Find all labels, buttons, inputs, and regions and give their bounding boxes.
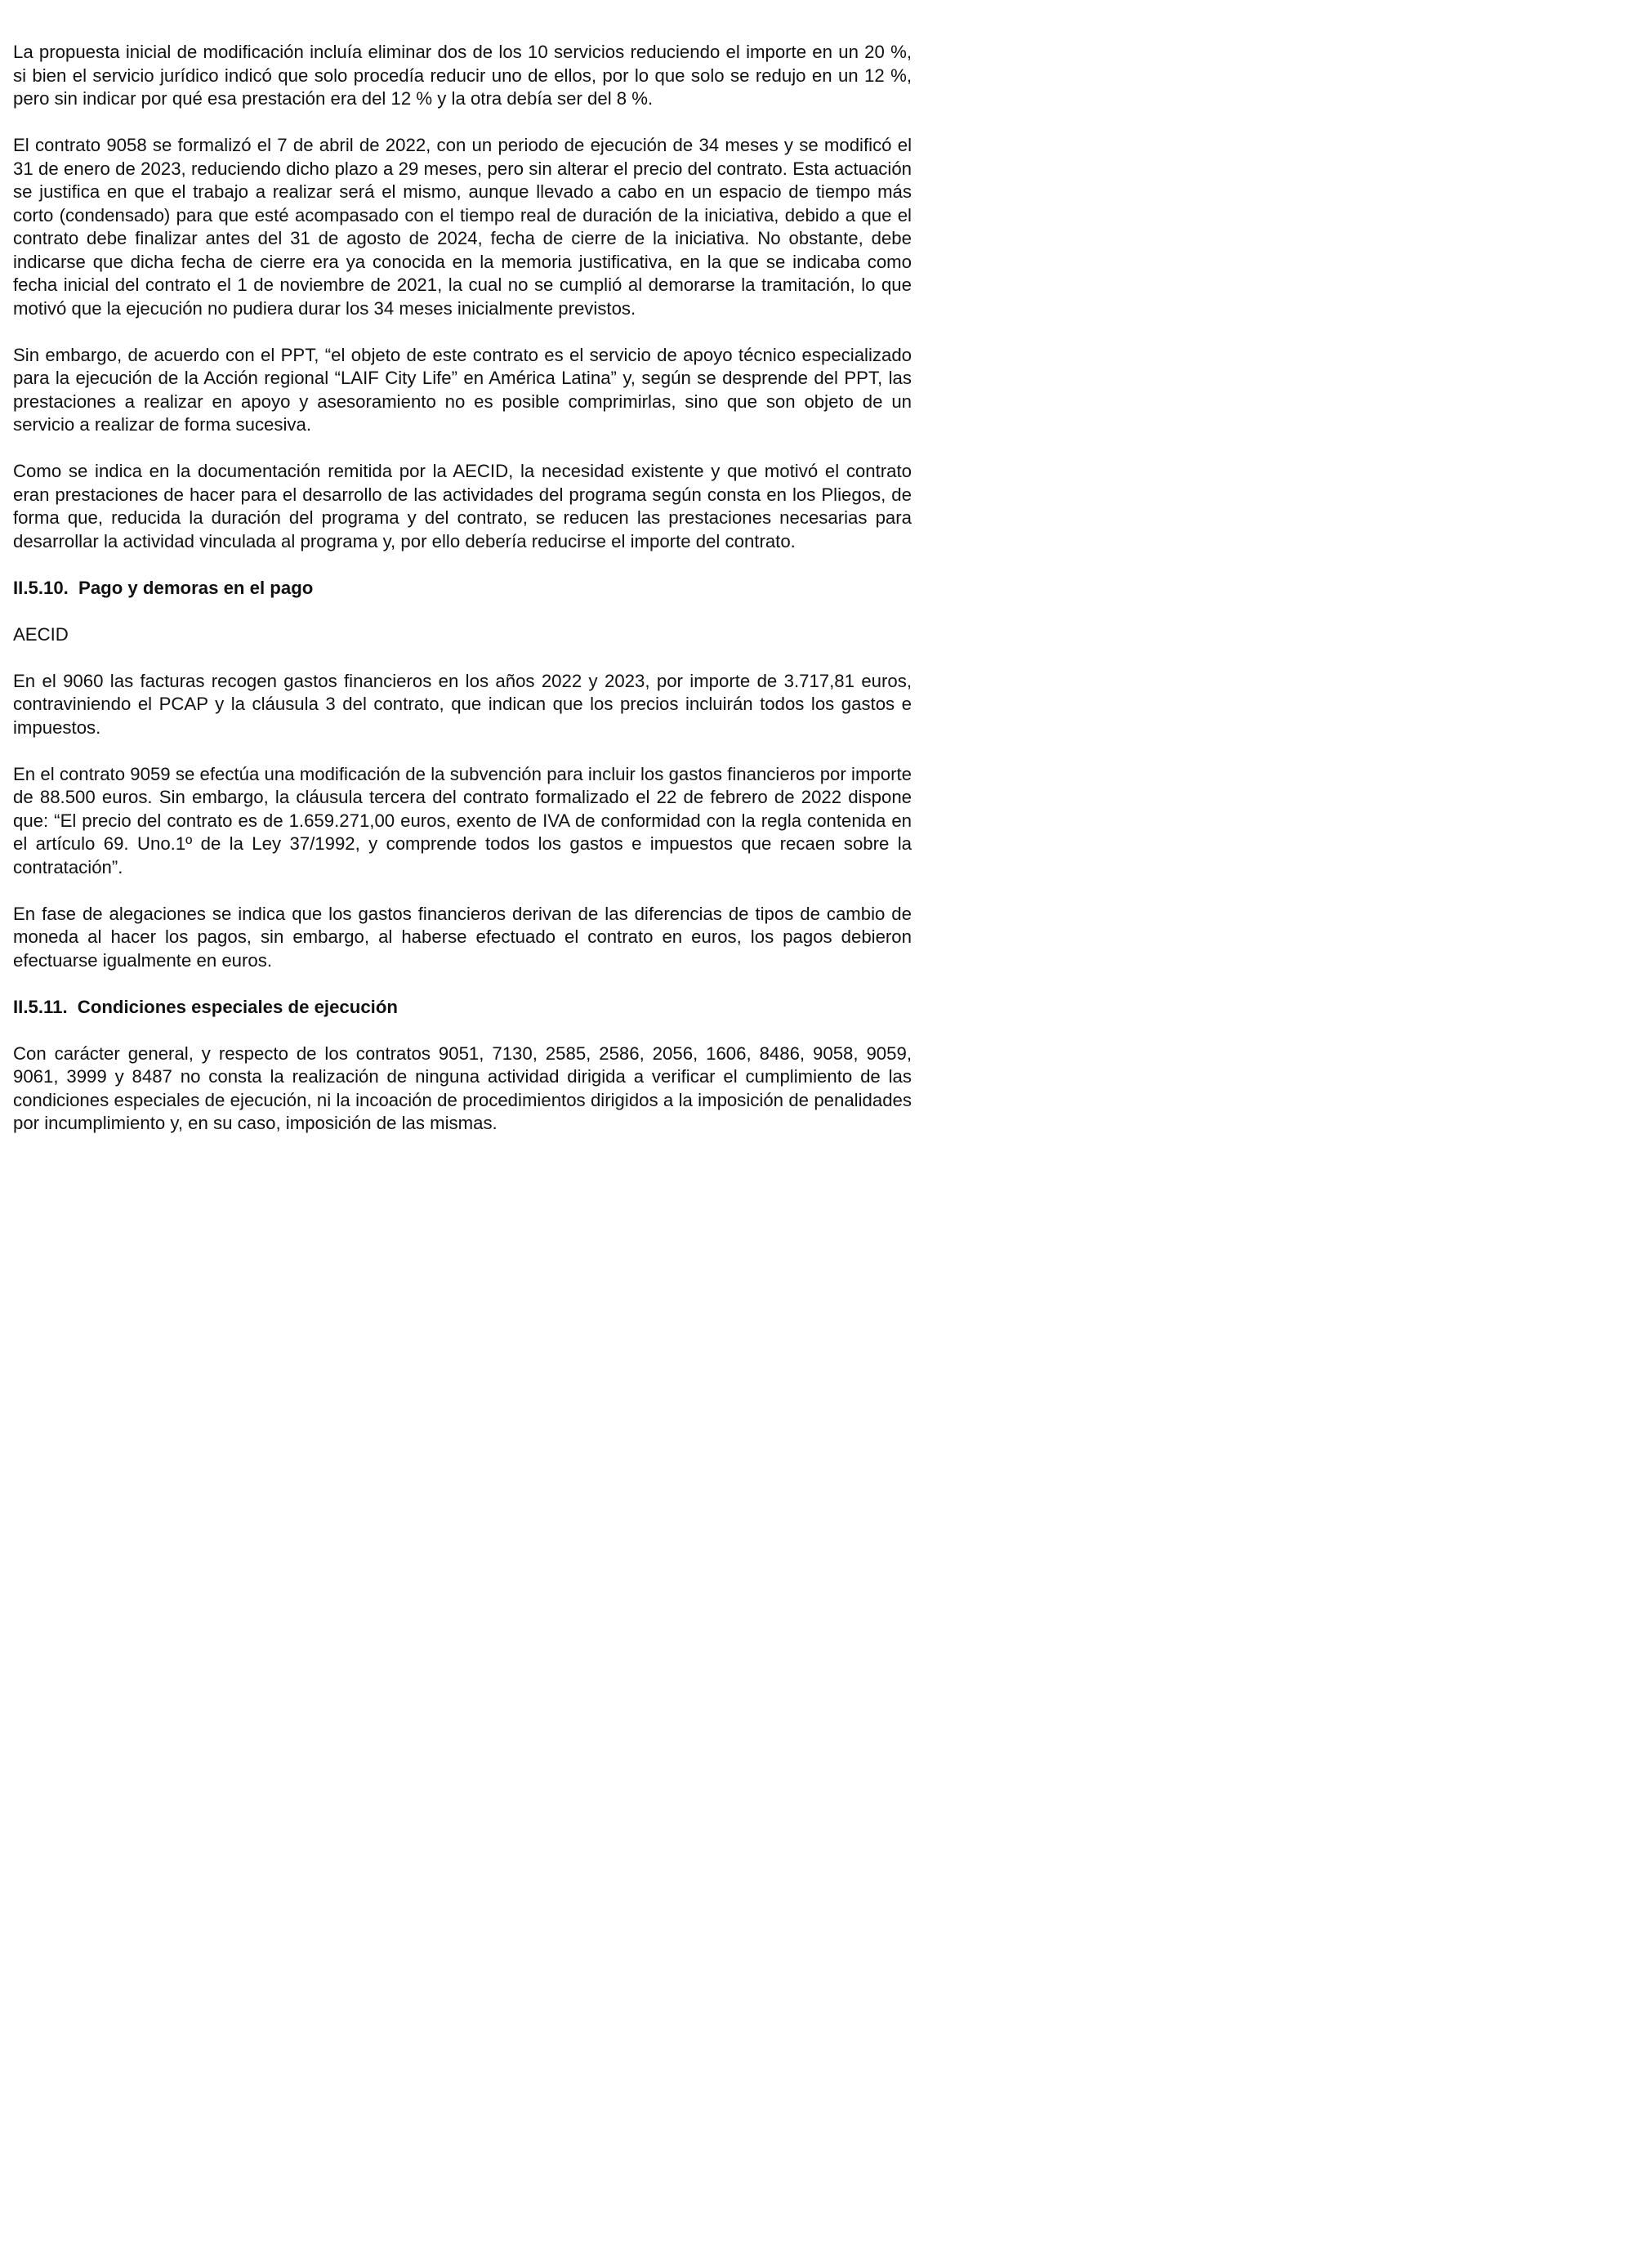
section-title: Pago y demoras en el pago xyxy=(78,577,314,598)
paragraph-contract-9060: En el 9060 las facturas recogen gastos financieros en los años 2022 y 2023, por importe de 3.717,81 euros, contraviniendo el PCAP y la cláusula 3 del contrato, que indican que los precios incluirán todos los gastos e impuestos. xyxy=(13,670,912,738)
paragraph-contract-9058: El contrato 9058 se formalizó el 7 de abril de 2022, con un periodo de ejecución de 34 meses y se modificó el 31 de enero de 2023, reduciendo dicho plazo a 29 meses, pero sin alterar el precio del contrato. Esta actuación se justifica en que el trabajo a realizar será el mismo, aunque llevado a cabo en un espacio de tiempo más corto (condensado) para que esté acompasado con el tiempo real de duración de la iniciativa, debido a que el contrato debe finalizar antes del 31 de agosto de 2024, fecha de cierre de la iniciativa. No obstante, debe indicarse que dicha fecha de cierre era ya conocida en la memoria justificativa, en la que se indicaba como fecha inicial del contrato el 1 de noviembre de 2021, la cual no se cumplió al demorarse la tramitación, lo que motivó que la ejecución no pudiera durar los 34 meses inicialmente previstos. xyxy=(13,135,912,319)
paragraph-ppt-object: Sin embargo, de acuerdo con el PPT, “el objeto de este contrato es el servicio de apoyo técnico especializado para la ejecución de la Acción regional “LAIF City Life” en América Latina” y, según se desprende del PPT, las prestaciones a realizar en apoyo y asesoramiento no es posible comprimirlas, sino que son objeto de un servicio a realizar de forma sucesiva. xyxy=(13,344,912,435)
paragraph-modification-proposal: La propuesta inicial de modificación incluía eliminar dos de los 10 servicios reduciendo el importe en un 20 %, si bien el servicio jurídico indicó que solo procedía reducir uno de ellos, por lo que solo se redujo en un 12 %, pero sin indicar por qué esa prestación era del 12 % y la otra debía ser del 8 %. xyxy=(13,42,912,109)
paragraph-allegations: En fase de alegaciones se indica que los gastos financieros derivan de las diferencias de tipos de cambio de moneda al hacer los pagos, sin embargo, al haberse efectuado el contrato en euros, los pagos debieron efectuarse igualmente en euros. xyxy=(13,903,912,971)
section-number: II.5.11. xyxy=(13,996,68,1017)
section-heading-special-conditions xyxy=(13,996,912,1020)
document-page xyxy=(13,41,912,1159)
entity-label-aecid: AECID xyxy=(13,623,69,645)
paragraph-general-contracts: Con carácter general, y respecto de los contratos 9051, 7130, 2585, 2586, 2056, 1606, 8486, 9058, 9059, 9061, 3999 y 8487 no consta la realización de ninguna actividad dirigida a verificar el cumplimiento de las condiciones especiales de ejecución, ni la incoación de procedimientos dirigidos a la imposición de penalidades por incumplimiento y, en su caso, imposición de las mismas. xyxy=(13,1042,912,1133)
section-heading-payment xyxy=(13,577,912,600)
paragraph-contract-9059: En el contrato 9059 se efectúa una modificación de la subvención para incluir los gastos financieros por importe de 88.500 euros. Sin embargo, la cláusula tercera del contrato formalizado el 22 de febrero de 2022 dispone que: “El precio del contrato es de 1.659.271,00 euros, exento de IVA de conformidad con la regla contenida en el artículo 69. Uno.1º de la Ley 37/1992, y comprende todos los gastos e impuestos que recaen sobre la contratación”. xyxy=(13,763,912,877)
section-number: II.5.10. xyxy=(13,577,69,598)
section-title: Condiciones especiales de ejecución xyxy=(77,996,398,1017)
paragraph-aecid-documentation: Como se indica en la documentación remitida por la AECID, la necesidad existente y que motivó el contrato eran prestaciones de hacer para el desarrollo de las actividades del programa según consta en los Pliegos, de forma que, reducida la duración del programa y del contrato, se reducen las prestaciones necesarias para desarrollar la actividad vinculada al programa y, por ello debería reducirse el importe del contrato. xyxy=(13,461,912,551)
